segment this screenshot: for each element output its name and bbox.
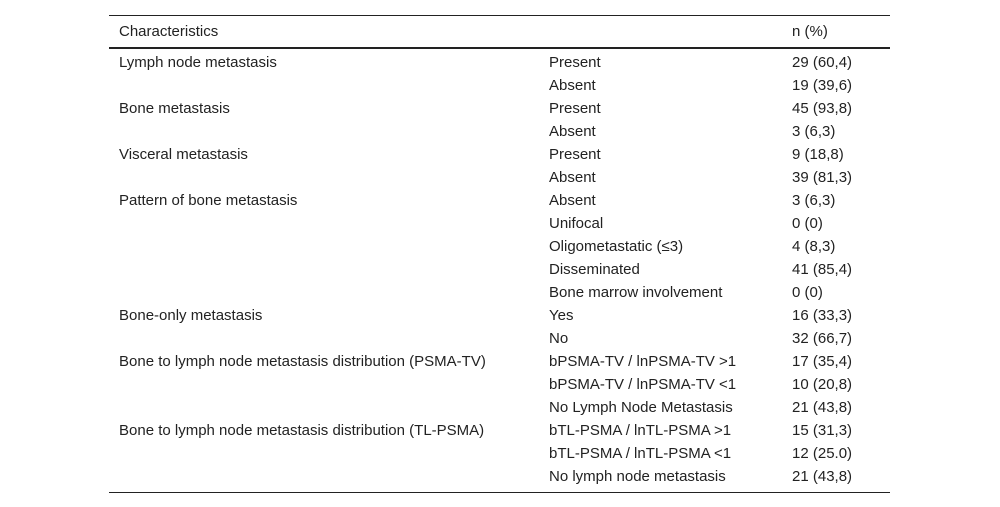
category-cell: No lymph node metastasis xyxy=(549,468,726,485)
characteristic-cell: Visceral metastasis xyxy=(119,146,248,163)
category-cell: Yes xyxy=(549,307,574,324)
value-cell: 39 (81,3) xyxy=(792,169,853,186)
table-row xyxy=(109,350,890,373)
characteristics-table xyxy=(109,15,890,493)
characteristic-cell: Bone-only metastasis xyxy=(119,307,263,324)
category-cell: Present xyxy=(549,54,601,71)
characteristic-cell: Bone to lymph node metastasis distribution (PSMA-TV) xyxy=(119,353,486,370)
table-row xyxy=(109,120,890,143)
category-cell: Bone marrow involvement xyxy=(549,284,723,301)
table-row xyxy=(109,258,890,281)
value-cell: 21 (43,8) xyxy=(792,399,853,416)
table-row xyxy=(109,304,890,327)
table-row xyxy=(109,51,890,74)
table-row xyxy=(109,281,890,304)
table-row xyxy=(109,465,890,488)
table-row xyxy=(109,189,890,212)
category-cell: Disseminated xyxy=(549,261,640,278)
value-cell: 19 (39,6) xyxy=(792,77,853,94)
category-cell: bTL-PSMA / lnTL-PSMA <1 xyxy=(549,445,732,462)
category-cell: bPSMA-TV / lnPSMA-TV >1 xyxy=(549,353,737,370)
value-cell: 3 (6,3) xyxy=(792,123,836,140)
table-row xyxy=(109,143,890,166)
characteristic-cell: Lymph node metastasis xyxy=(119,54,277,71)
category-cell: Unifocal xyxy=(549,215,604,232)
header-characteristics: Characteristics xyxy=(119,23,219,40)
value-cell: 16 (33,3) xyxy=(792,307,853,324)
value-cell: 3 (6,3) xyxy=(792,192,836,209)
table-row xyxy=(109,419,890,442)
value-cell: 4 (8,3) xyxy=(792,238,836,255)
characteristic-cell: Bone to lymph node metastasis distribution (TL-PSMA) xyxy=(119,422,485,439)
table-row xyxy=(109,442,890,465)
value-cell: 12 (25.0) xyxy=(792,445,853,462)
table-row xyxy=(109,373,890,396)
value-cell: 9 (18,8) xyxy=(792,146,844,163)
value-cell: 21 (43,8) xyxy=(792,468,853,485)
header-n-percent: n (%) xyxy=(792,23,828,40)
category-cell: Absent xyxy=(549,77,596,94)
table-row xyxy=(109,97,890,120)
category-cell: No Lymph Node Metastasis xyxy=(549,399,733,416)
category-cell: bTL-PSMA / lnTL-PSMA >1 xyxy=(549,422,732,439)
category-cell: bPSMA-TV / lnPSMA-TV <1 xyxy=(549,376,737,393)
value-cell: 41 (85,4) xyxy=(792,261,853,278)
table-row xyxy=(109,74,890,97)
table-body xyxy=(109,49,890,492)
value-cell: 29 (60,4) xyxy=(792,54,853,71)
category-cell: Present xyxy=(549,146,601,163)
value-cell: 17 (35,4) xyxy=(792,353,853,370)
category-cell: Absent xyxy=(549,169,596,186)
value-cell: 15 (31,3) xyxy=(792,422,853,439)
table-row xyxy=(109,166,890,189)
category-cell: Present xyxy=(549,100,601,117)
table-row xyxy=(109,327,890,350)
category-cell: Oligometastatic (≤3) xyxy=(549,238,684,255)
table-row xyxy=(109,212,890,235)
table-row xyxy=(109,235,890,258)
value-cell: 0 (0) xyxy=(792,215,823,232)
table-row xyxy=(109,396,890,419)
characteristic-cell: Pattern of bone metastasis xyxy=(119,192,298,209)
value-cell: 32 (66,7) xyxy=(792,330,853,347)
characteristic-cell: Bone metastasis xyxy=(119,100,230,117)
value-cell: 0 (0) xyxy=(792,284,823,301)
value-cell: 45 (93,8) xyxy=(792,100,853,117)
category-cell: Absent xyxy=(549,123,596,140)
value-cell: 10 (20,8) xyxy=(792,376,853,393)
table-header xyxy=(109,16,890,49)
category-cell: No xyxy=(549,330,569,347)
category-cell: Absent xyxy=(549,192,596,209)
